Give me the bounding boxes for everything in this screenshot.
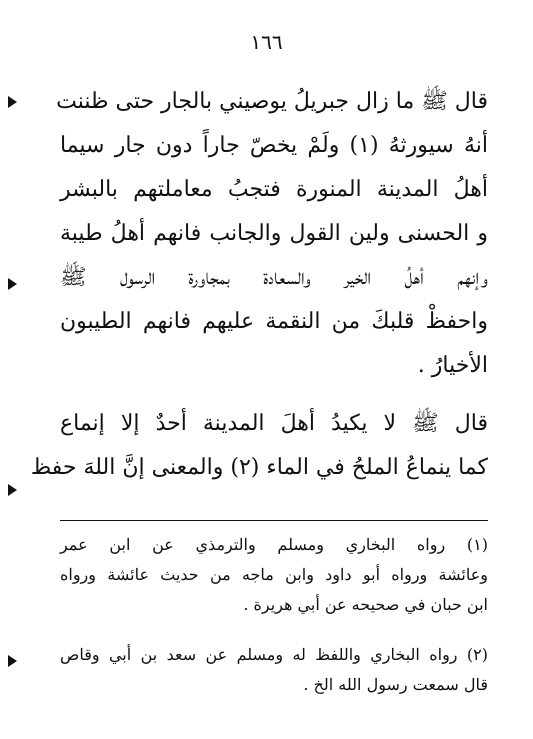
margin-marker-icon bbox=[8, 484, 17, 496]
text-line: و الحسنى ولين القول والجانب فانهم أهلُ طيبة bbox=[60, 221, 488, 246]
footnote-line: (٢) رواه البخاري واللفظ له ومسلم عن سعد بن أبي وقاص bbox=[60, 645, 488, 664]
footnote-divider bbox=[60, 520, 488, 521]
text-line: أهلُ المدينة المنورة فتجبُ معاملتهم بالبشر bbox=[60, 177, 488, 202]
footnote-1 bbox=[60, 530, 488, 620]
footnote-line: (١) رواه البخاري ومسلم والترمذي عن ابن عمر bbox=[60, 535, 488, 554]
footnote-gap bbox=[60, 620, 488, 640]
text-line: الأخيارُ . bbox=[417, 353, 488, 378]
footnote-line: قال سمعت رسول الله الخ . bbox=[303, 675, 488, 694]
text-line: كما ينماعُ الملحُ في الماء (٢) والمعنى إنَّ اللهَ حفظ bbox=[30, 455, 488, 480]
text-line: قال ﷺ ما زال جبريلُ يوصيني بالجار حتى ظننت bbox=[56, 89, 488, 114]
text-line: قال ﷺ لا يكيدُ أهلَ المدينة أحدٌ إلا إنماع bbox=[60, 411, 488, 436]
margin-marker-icon bbox=[8, 96, 17, 108]
text-line: واحفظْ قلبكَ من النقمة عليهم فانهم الطيبون bbox=[60, 309, 488, 334]
footnote-2 bbox=[60, 640, 488, 700]
footnote-line: وعائشة ورواه أبو داود وابن ماجه من حديث عائشة ورواه bbox=[60, 565, 488, 584]
margin-marker-icon bbox=[8, 655, 17, 667]
text-line: وإنهم أهلُ الخير والسعادة بمجاورة الرسول ﷺ bbox=[60, 265, 488, 290]
footnotes bbox=[60, 530, 488, 700]
paragraph-gap bbox=[60, 388, 488, 402]
main-text bbox=[30, 80, 488, 490]
margin-marker-icon bbox=[8, 278, 17, 290]
page-number: ١٦٦ bbox=[250, 30, 283, 54]
text-line: أنهُ سيورثهُ (١) ولَمْ يخصّ جاراً دون جار سيما bbox=[60, 133, 488, 158]
footnote-line: ابن حبان في صحيحه عن أبي هريرة . bbox=[243, 595, 488, 614]
